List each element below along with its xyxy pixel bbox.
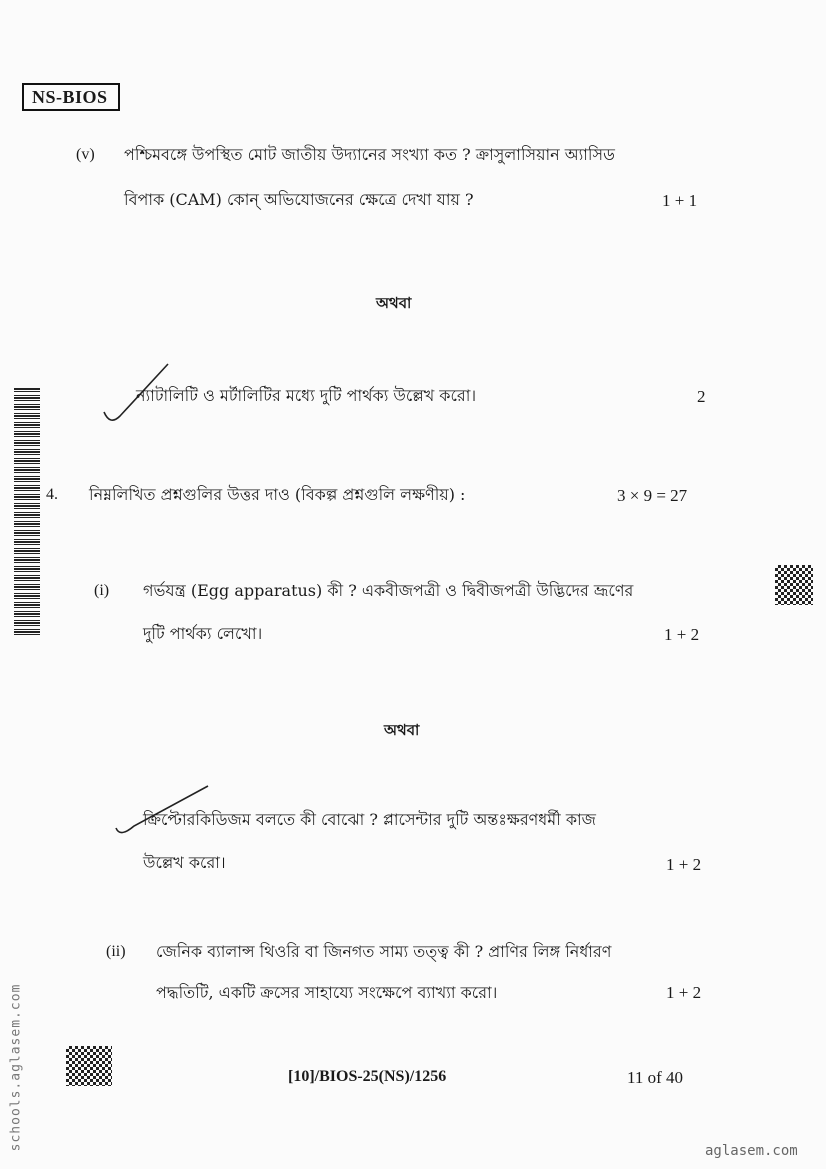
qr-code-left [66, 1046, 112, 1086]
page-number: 11 of 40 [627, 1068, 684, 1087]
alternative-2-marks: 1 + 2 [666, 855, 702, 874]
watermark-side: schools.aglasem.com [8, 983, 24, 1152]
paper-code-box: NS-BIOS [22, 83, 120, 111]
footer-paper-code: [10]/BIOS-25(NS)/1256 [288, 1068, 447, 1085]
question-ii-marks: 1 + 2 [666, 983, 702, 1002]
watermark-corner: aglasem.com [705, 1143, 798, 1159]
question-i-marks: 1 + 2 [664, 625, 700, 644]
question-i-line2: দুটি পার্থক্য লেখো। [143, 624, 263, 643]
question-v-marks: 1 + 1 [662, 191, 698, 210]
question-4-total-marks: 3 × 9 = 27 [617, 486, 688, 505]
question-label-i: (i) [94, 582, 110, 599]
question-ii-line2: পদ্ধতিটি, একটি ক্রসের সাহায্যে সংক্ষেপে ব্যাখ্যা করো। [156, 983, 498, 1002]
side-barcode [14, 388, 40, 638]
question-v-line2: বিপাক (CAM) কোন্ অভিযোজনের ক্ষেত্রে দেখা যায় ? [124, 190, 474, 209]
alternative-1-text: ন্যাটালিটি ও মর্টালিটির মধ্যে দুটি পার্থক্য উল্লেখ করো। [136, 386, 477, 405]
question-label-v: (v) [76, 146, 95, 163]
question-ii-line1: জেনিক ব্যালান্স থিওরি বা জিনগত সাম্য তত্ত্ব কী ? প্রাণির লিঙ্গ নির্ধারণ [156, 942, 612, 961]
or-divider-2: অথবা [384, 721, 420, 739]
alternative-1-marks: 2 [697, 387, 706, 406]
question-4-instruction: নিম্নলিখিত প্রশ্নগুলির উত্তর দাও (বিকল্প প্রশ্নগুলি লক্ষণীয়) : [89, 485, 466, 504]
alternative-2-line2: উল্লেখ করো। [143, 853, 226, 872]
question-v-line1: পশ্চিমবঙ্গে উপস্থিত মোট জাতীয় উদ্যানের সংখ্যা কত ? ক্রাসুলাসিয়ান অ্যাসিড [124, 145, 615, 164]
qr-code-right [775, 565, 813, 605]
question-label-ii: (ii) [106, 943, 126, 960]
or-divider-1: অথবা [376, 294, 412, 312]
question-i-line1: গর্ভযন্ত্র (Egg apparatus) কী ? একবীজপত্রী ও দ্বিবীজপত্রী উদ্ভিদের ভ্রূণের [143, 581, 634, 600]
alternative-2-line1: ক্রিপ্টোরকিডিজম বলতে কী বোঝো ? প্লাসেন্টার দুটি অন্তঃক্ষরণধর্মী কাজ [143, 810, 596, 829]
question-number-4: 4. [46, 486, 58, 503]
